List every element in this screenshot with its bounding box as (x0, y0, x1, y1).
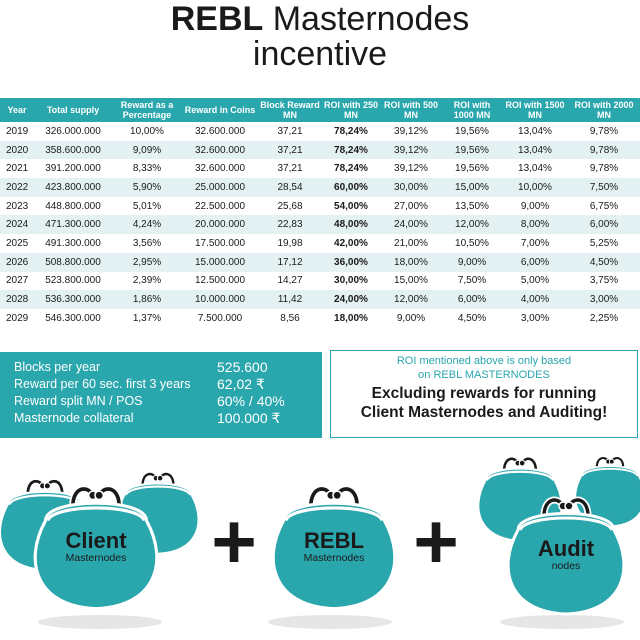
table-cell: 32.600.000 (182, 141, 258, 160)
stat-value: 100.000 ₹ (217, 410, 281, 426)
table-cell: 30,00% (334, 275, 368, 287)
table-cell: 8,00% (502, 215, 568, 234)
table-cell: 358.600.000 (34, 141, 112, 160)
roi-table (0, 98, 640, 328)
table-cell: 19,56% (455, 125, 489, 137)
table-cell: 30,00% (380, 178, 442, 197)
table-cell: 78,24% (334, 125, 368, 137)
table-cell: 10,50% (455, 237, 489, 249)
table-row (0, 253, 640, 272)
table-cell: 11,42 (258, 290, 322, 309)
table-cell: 6,00% (502, 253, 568, 272)
stat-reward-per-60-sec (14, 376, 314, 393)
table-cell: 39,12% (394, 125, 428, 137)
table-cell: 536.300.000 (34, 290, 112, 309)
table-cell: 19,56% (442, 141, 502, 160)
table-cell: 508.800.000 (34, 253, 112, 272)
table-cell: 1,37% (132, 312, 162, 324)
table-cell: 22,83 (258, 215, 322, 234)
audit-label-small: nodes (551, 560, 581, 572)
roi-note-box (330, 350, 638, 438)
table-cell: 471.300.000 (34, 215, 112, 234)
table-cell: 28,54 (258, 178, 322, 197)
table-cell: 2025 (6, 237, 29, 249)
note-subtext (331, 354, 637, 382)
table-cell: 10.000.000 (182, 290, 258, 309)
table-cell: 523.800.000 (45, 275, 101, 287)
stats-panel (0, 352, 322, 438)
table-cell: 24,00% (322, 290, 380, 309)
table-row (0, 215, 640, 234)
table-cell: 6,00% (442, 290, 502, 309)
table-cell: 13,04% (502, 141, 568, 160)
table-row (0, 272, 640, 291)
plus-sign-2: + (413, 497, 459, 585)
table-cell: 37,21 (277, 163, 303, 175)
table-cell: 2024 (0, 215, 34, 234)
table-cell: 12,00% (380, 290, 442, 309)
table-cell: 5,25% (589, 237, 619, 249)
header-block-reward: Block Reward MN (258, 98, 322, 122)
table-cell: 2023 (6, 200, 29, 212)
table-cell: 3,00% (520, 312, 550, 324)
table-cell: 3,56% (132, 237, 162, 249)
rebl-label-small: Masternodes (303, 552, 365, 564)
table-cell: 7,50% (457, 275, 487, 287)
note-emphasis-2: Client Masternodes and Auditing! (360, 404, 608, 421)
table-cell: 25,68 (277, 200, 303, 212)
table-cell: 9,00% (396, 312, 426, 324)
table-cell: 9,78% (589, 163, 619, 175)
table-cell: 20.000.000 (182, 215, 258, 234)
table-cell: 15.000.000 (182, 253, 258, 272)
roi-table-body (0, 122, 640, 328)
table-cell: 423.800.000 (34, 178, 112, 197)
table-cell: 13,04% (518, 125, 552, 137)
table-cell: 5,01% (132, 200, 162, 212)
table-cell: 2026 (0, 253, 34, 272)
table-cell: 17.500.000 (194, 237, 246, 249)
table-cell: 4,24% (112, 215, 182, 234)
header-roi-250: ROI with 250 MN (323, 100, 378, 120)
stat-masternode-collateral (14, 410, 314, 427)
table-cell: 15,00% (394, 275, 428, 287)
table-row (0, 178, 640, 197)
table-cell: 12.500.000 (194, 275, 246, 287)
stat-blocks-per-year (14, 359, 314, 376)
header-roi-1500: ROI with 1500 MN (502, 98, 568, 122)
table-cell: 546.300.000 (45, 312, 101, 324)
table-row (0, 234, 640, 253)
table-cell: 4,50% (457, 312, 487, 324)
table-cell: 13,04% (518, 163, 552, 175)
client-label-small: Masternodes (65, 552, 127, 564)
table-cell: 1,86% (112, 290, 182, 309)
table-cell: 32.600.000 (194, 163, 246, 175)
table-cell: 37,21 (258, 141, 322, 160)
table-cell: 78,24% (334, 163, 368, 175)
client-masternodes-label (46, 530, 146, 564)
table-row (0, 197, 640, 216)
table-cell: 17,12 (258, 253, 322, 272)
table-cell: 2027 (6, 275, 29, 287)
table-cell: 2019 (6, 125, 29, 137)
stat-label: Reward per 60 sec. first 3 years (14, 377, 191, 391)
table-cell: 9,00% (520, 200, 550, 212)
rebl-label-big: REBL (304, 528, 364, 553)
table-cell: 7,50% (568, 178, 640, 197)
header-roi-500: ROI with 500 MN (380, 98, 442, 122)
table-cell: 4,50% (568, 253, 640, 272)
table-cell: 9,78% (568, 141, 640, 160)
audit-nodes-label (516, 538, 616, 572)
table-cell: 14,27 (277, 275, 303, 287)
table-cell: 9,00% (442, 253, 502, 272)
stat-label: Reward split MN / POS (14, 394, 143, 408)
header-total-supply: Total supply (34, 98, 112, 122)
table-cell: 2,39% (132, 275, 162, 287)
table-cell: 6,75% (589, 200, 619, 212)
table-cell: 4,00% (502, 290, 568, 309)
table-cell: 19,98 (277, 237, 303, 249)
table-cell: 3,00% (568, 290, 640, 309)
table-cell: 18,00% (334, 312, 368, 324)
table-row (0, 290, 640, 309)
table-row (0, 122, 640, 141)
table-cell: 2029 (6, 312, 29, 324)
table-row (0, 159, 640, 178)
note-emphasis-1: Excluding rewards for running (371, 385, 597, 402)
header-reward-percentage: Reward as a Percentage (112, 98, 182, 122)
table-cell: 5,90% (112, 178, 182, 197)
table-cell: 9,09% (112, 141, 182, 160)
table-cell: 15,00% (442, 178, 502, 197)
client-label-big: Client (65, 528, 127, 553)
table-cell: 78,24% (322, 141, 380, 160)
table-cell: 39,12% (394, 163, 428, 175)
table-cell: 48,00% (322, 215, 380, 234)
page-title (0, 2, 640, 72)
title-brand: REBL (170, 0, 264, 38)
stat-value: 525.600 (217, 359, 268, 375)
table-cell: 22.500.000 (194, 200, 246, 212)
stat-label: Blocks per year (14, 360, 101, 374)
table-cell: 2,25% (589, 312, 619, 324)
table-cell: 19,56% (455, 163, 489, 175)
table-cell: 10,00% (130, 125, 164, 137)
header-roi-2000: ROI with 2000 MN (568, 98, 640, 122)
note-emphasis (331, 384, 637, 422)
table-cell: 2021 (6, 163, 29, 175)
audit-label-big: Audit (537, 536, 595, 561)
plus-sign-1: + (211, 497, 257, 585)
table-cell: 10,00% (502, 178, 568, 197)
title-line-2: incentive (252, 35, 388, 73)
table-cell: 12,00% (442, 215, 502, 234)
table-cell: 37,21 (277, 125, 303, 137)
table-cell: 2022 (0, 178, 34, 197)
table-cell: 13,50% (455, 200, 489, 212)
table-cell: 3,75% (589, 275, 619, 287)
stat-value: 60% / 40% (217, 393, 285, 409)
table-cell: 54,00% (334, 200, 368, 212)
table-cell: 18,00% (380, 253, 442, 272)
note-line-1: ROI mentioned above is only based (396, 355, 572, 367)
table-cell: 7.500.000 (197, 312, 243, 324)
table-cell: 42,00% (334, 237, 368, 249)
table-cell: 9,78% (589, 125, 619, 137)
table-cell: 2020 (0, 141, 34, 160)
stat-reward-split (14, 393, 314, 410)
table-row (0, 141, 640, 160)
rebl-masternodes-label (284, 530, 384, 564)
table-cell: 21,00% (394, 237, 428, 249)
table-row (0, 309, 640, 328)
table-cell: 32.600.000 (194, 125, 246, 137)
table-cell: 2,95% (112, 253, 182, 272)
header-roi-1000: ROI with 1000 MN (442, 98, 502, 122)
header-reward-coins: Reward in Coins (182, 98, 258, 122)
table-cell: 391.200.000 (45, 163, 101, 175)
table-cell: 8,56 (280, 312, 300, 324)
table-cell: 60,00% (322, 178, 380, 197)
table-cell: 39,12% (380, 141, 442, 160)
table-cell: 8,33% (132, 163, 162, 175)
stat-label: Masternode collateral (14, 411, 134, 425)
table-cell: 491.300.000 (45, 237, 101, 249)
table-cell: 448.800.000 (45, 200, 101, 212)
table-cell: 36,00% (322, 253, 380, 272)
title-line-1-rest: Masternodes (263, 0, 470, 38)
stat-value: 62,02 ₹ (217, 376, 265, 392)
purses-illustration (0, 450, 640, 640)
header-year: Year (0, 98, 34, 122)
table-cell: 7,00% (520, 237, 550, 249)
table-cell: 6,00% (568, 215, 640, 234)
table-cell: 2028 (0, 290, 34, 309)
table-cell: 24,00% (380, 215, 442, 234)
note-line-2: on REBL MASTERNODES (418, 369, 550, 381)
title-line-1 (0, 2, 640, 37)
table-cell: 27,00% (394, 200, 428, 212)
table-cell: 5,00% (520, 275, 550, 287)
roi-table-header (0, 98, 640, 122)
table-cell: 326.000.000 (45, 125, 101, 137)
table-cell: 25.000.000 (182, 178, 258, 197)
